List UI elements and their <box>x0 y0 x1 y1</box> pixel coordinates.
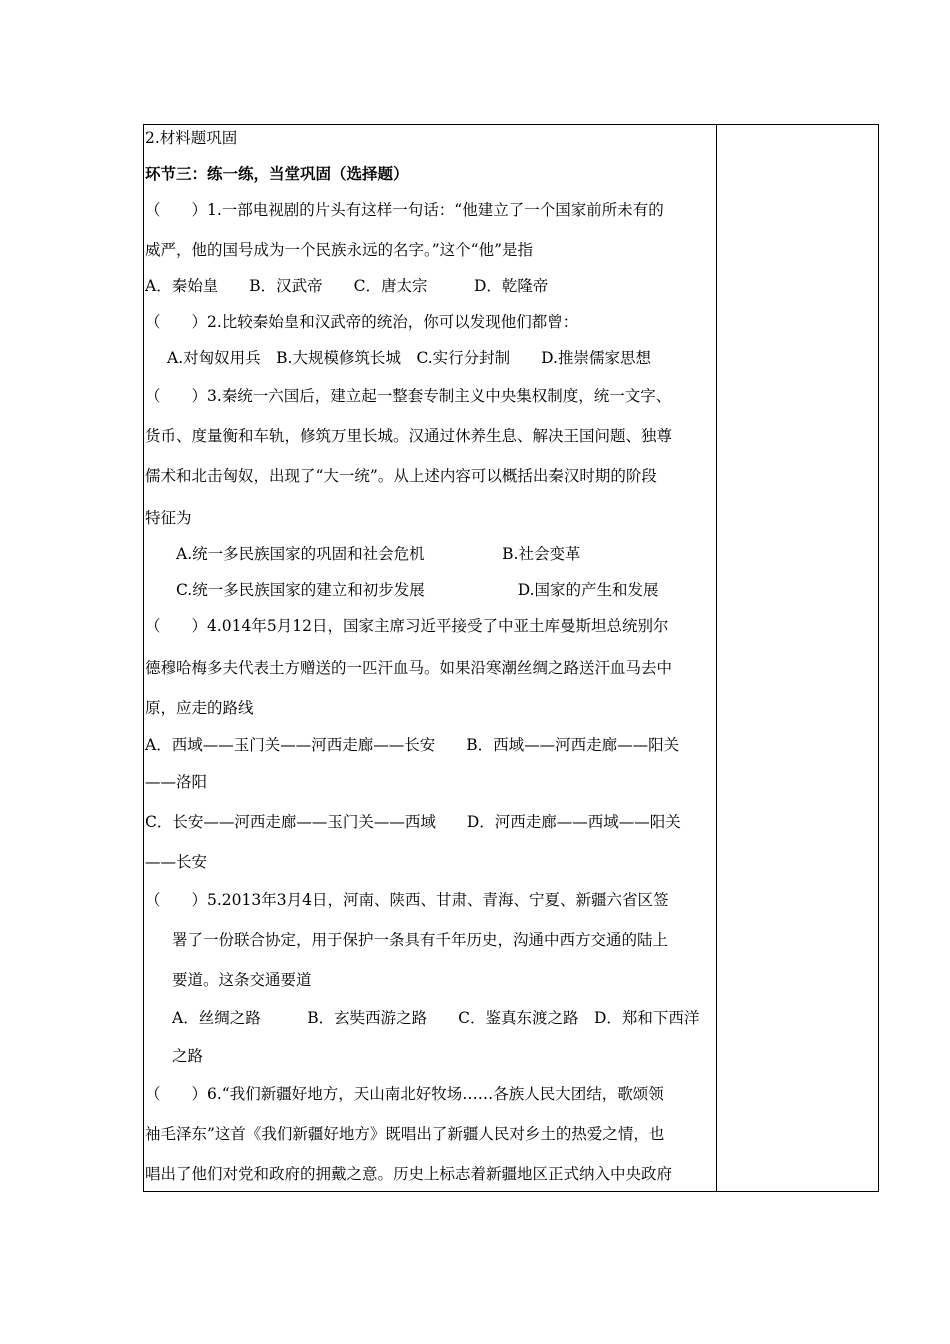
section-heading-material: 2.材料题巩固 <box>145 129 238 147</box>
question-3-options-ab: A.统一多民族国家的巩固和社会危机 B.社会变革 <box>176 545 581 563</box>
question-3-line-2: 货币、度量衡和车轨，修筑万里长城。汉通过休养生息、解决王国问题、独尊 <box>145 427 673 445</box>
question-4-line-1: （ ）4.014年5月12日，国家主席习近平接受了中亚土库曼斯坦总统别尔 <box>145 617 669 635</box>
question-1-options: A．秦始皇 B．汉武帝 C．唐太宗 D．乾隆帝 <box>145 277 549 295</box>
question-5-line-3: 要道。这条交通要道 <box>172 971 312 989</box>
question-4-option-ab: A．西域——玉门关——河西走廊——长安 B．西域——河西走廊——阳关 <box>145 736 680 754</box>
question-5-line-2: 署了一份联合协定，用于保护一条具有千年历史，沟通中西方交通的陆上 <box>172 931 669 949</box>
question-3-line-3: 儒术和北击匈奴，出现了“大一统”。从上述内容可以概括出秦汉时期的阶段 <box>145 467 657 485</box>
question-2-stem: （ ）2.比较秦始皇和汉武帝的统治，你可以发现他们都曾： <box>145 313 579 331</box>
question-3-line-4: 特征为 <box>145 509 192 527</box>
question-2-options: A.对匈奴用兵 B.大规模修筑长城 C.实行分封制 D.推崇儒家思想 <box>167 349 651 367</box>
question-1-line-1: （ ）1.一部电视剧的片头有这样一句话：“他建立了一个国家前所未有的 <box>145 201 664 219</box>
table-column-divider <box>716 124 717 1192</box>
question-4-option-cd-cont: ——长安 <box>145 853 208 871</box>
question-3-options-cd: C.统一多民族国家的建立和初步发展 D.国家的产生和发展 <box>176 581 659 599</box>
question-4-line-2: 德穆哈梅多夫代表土方赠送的一匹汗血马。如果沿寒潮丝绸之路送汗血马去中 <box>145 659 673 677</box>
question-6-line-1: （ ）6.“我们新疆好地方，天山南北好牧场……各族人民大团结，歌颂领 <box>145 1085 664 1103</box>
question-5-options-cont: 之路 <box>172 1047 204 1065</box>
question-6-line-3: 唱出了他们对党和政府的拥戴之意。历史上标志着新疆地区正式纳入中央政府 <box>145 1165 673 1183</box>
question-4-option-ab-cont: ——洛阳 <box>145 773 208 791</box>
question-4-line-3: 原，应走的路线 <box>145 699 254 717</box>
question-1-line-2: 威严，他的国号成为一个民族永远的名字。”这个“他”是指 <box>145 241 534 259</box>
question-6-line-2: 袖毛泽东”这首《我们新疆好地方》既唱出了新疆人民对乡土的热爱之情，也 <box>145 1125 665 1143</box>
question-5-options: A．丝绸之路 B．玄奘西游之路 C．鉴真东渡之路 D．郑和下西洋 <box>172 1009 700 1027</box>
section-heading-exercise: 环节三：练一练，当堂巩固（选择题） <box>145 164 409 183</box>
question-5-line-1: （ ）5.2013年3月4日，河南、陕西、甘肃、青海、宁夏、新疆六省区签 <box>145 891 669 909</box>
question-4-option-cd: C．长安——河西走廊——玉门关——西域 D．河西走廊——西域——阳关 <box>145 813 681 831</box>
question-3-line-1: （ ）3.秦统一六国后，建立起一整套专制主义中央集权制度，统一文字、 <box>145 387 672 405</box>
